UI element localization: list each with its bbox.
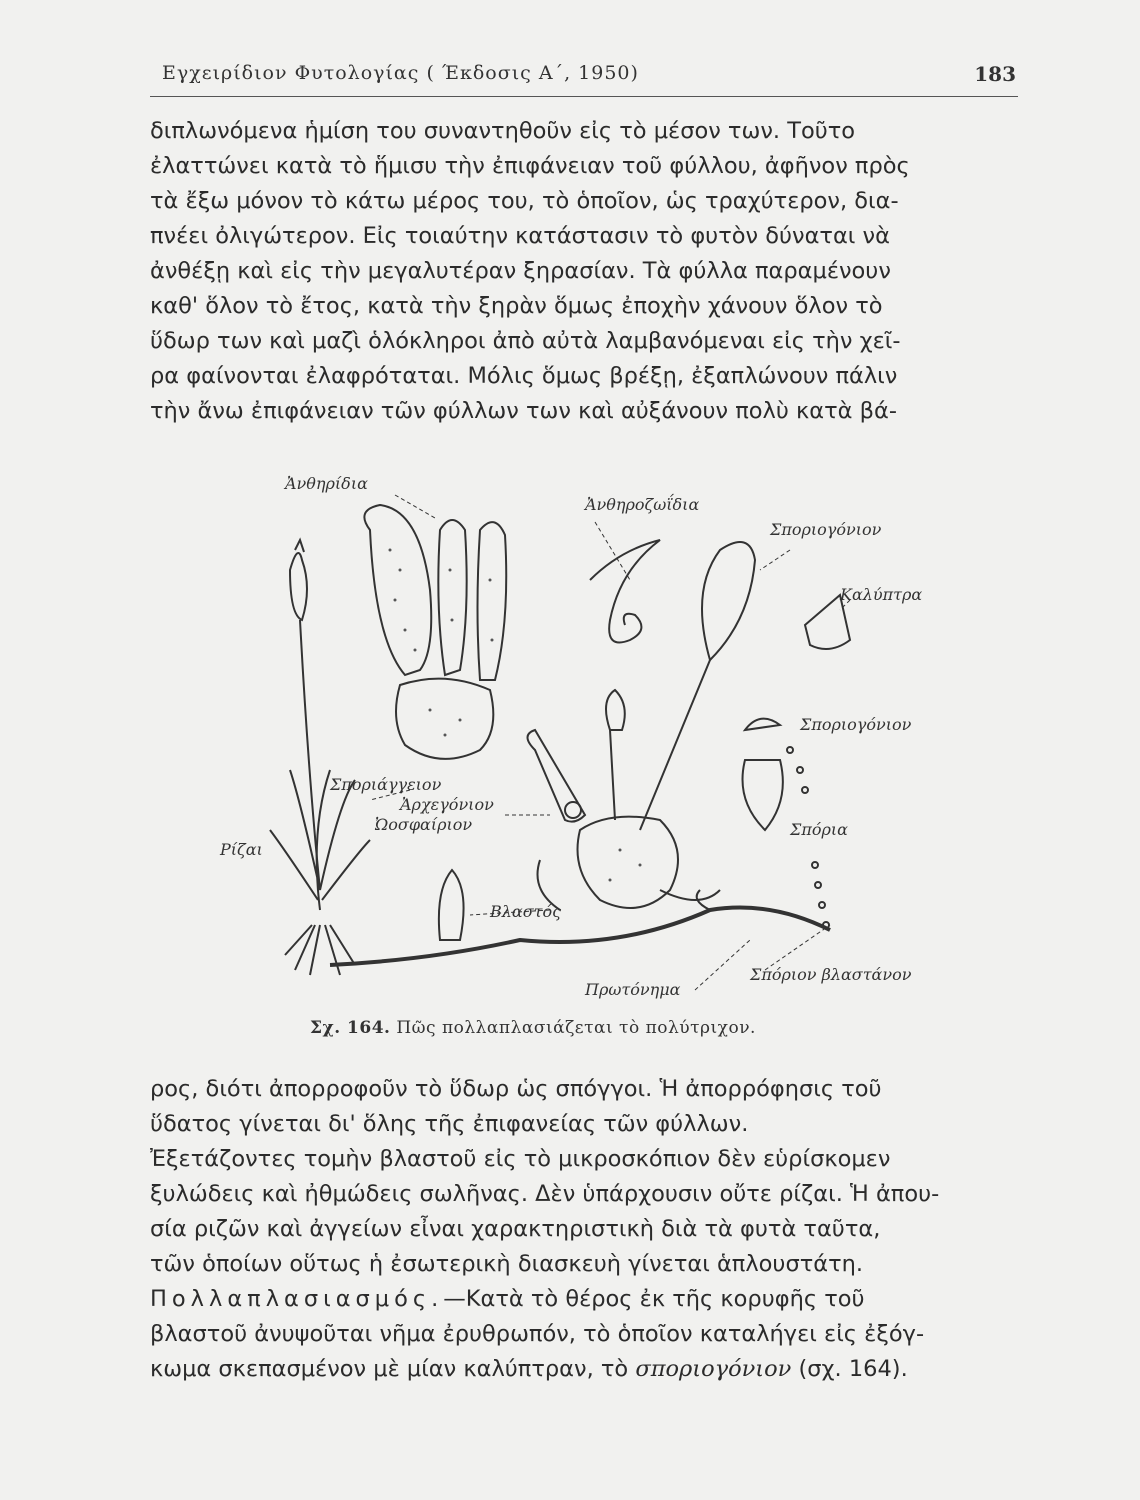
label-sporangeion: Σποριάγγειον — [330, 775, 442, 794]
moss-capsule — [290, 553, 307, 620]
paragraph-bottom — [150, 1072, 1018, 1387]
protonema-thread — [330, 908, 830, 966]
text-line: ρα φαίνονται ἐλαφρόταται. Μόλις ὅμως βρέξῃ, ἐξαπλώνουν πάλιν — [150, 363, 898, 389]
page-number: 183 — [974, 62, 1016, 86]
text-line: τὰ ἔξω μόνον τὸ κάτω μέρος του, τὸ ὁποῖον, ὡς τραχύτερον, δια- — [150, 188, 899, 214]
label-sporogonion-mid: Σποριογόνιον — [800, 715, 912, 734]
antheridium-3 — [478, 522, 507, 680]
egg-cell — [565, 802, 581, 818]
antheridium-1 — [364, 505, 431, 675]
text-line: πνέει ὀλιγώτερον. Εἰς τοιαύτην κατάστασιν τὸ φυτὸν δύναται νὰ — [150, 223, 890, 249]
label-antherozoidia: Ἀνθηροζωΐδια — [585, 495, 700, 514]
text-line: σία ριζῶν καὶ ἀγγείων εἶναι χαρακτηριστικὴ διὰ τὰ φυτὰ ταῦτα, — [150, 1216, 881, 1242]
capsule-opened — [743, 760, 783, 830]
archegonia-base — [578, 817, 679, 908]
text-line — [150, 1352, 1018, 1387]
text-line: Ἐξετάζοντες τομὴν βλαστοῦ εἰς τὸ μικροσκόπιον δὲν εὑρίσκομεν — [150, 1146, 891, 1172]
page-header — [150, 52, 1018, 97]
capsule-lid — [745, 719, 780, 730]
archegonium-top — [606, 690, 625, 820]
text-fragment: —Κατὰ τὸ θέρος ἐκ τῆς κορυφῆς τοῦ — [443, 1286, 865, 1312]
text-line: ρος, διότι ἀπορροφοῦν τὸ ὕδωρ ὡς σπόγγοι. Ἡ ἀπορρόφησις τοῦ — [150, 1076, 882, 1102]
text-line: ξυλώδεις καὶ ἠθμώδεις σωλῆνας. Δὲν ὑπάρχουσιν οὔτε ρίζαι. Ἡ ἀπου- — [150, 1181, 940, 1207]
italic-term: σποριογόνιον — [635, 1356, 792, 1382]
archegonium-neck — [528, 730, 586, 822]
text-fragment: (σχ. 164). — [791, 1356, 908, 1382]
label-rhizoids: Ρίζαι — [220, 840, 263, 859]
figure-drawing — [190, 470, 990, 1030]
young-seta — [640, 660, 710, 830]
text-line: ἀνθέξῃ καὶ εἰς τὴν μεγαλυτέραν ξηρασίαν. Τὰ φύλλα παραμένουν — [150, 258, 891, 284]
text-line: ὕδωρ των καὶ μαζὶ ὁλόκληροι ἀπὸ αὐτὰ λαμβανόμεναι εἰς τὴν χεῖ- — [150, 328, 901, 354]
label-oosphairion: Ὠοσφαίριον — [375, 815, 473, 834]
label-archegonion: Ἀρχεγόνιον — [400, 795, 494, 814]
paragraph-top — [150, 114, 1018, 429]
moss-rhizoids — [285, 925, 355, 975]
young-sporogonium — [702, 542, 755, 660]
label-blastos: Βλαστός — [490, 902, 562, 921]
label-sporogonion-top: Σποριογόνιον — [770, 520, 882, 539]
caption-number: Σχ. 164. — [310, 1018, 391, 1038]
young-shoot — [439, 870, 464, 940]
moss-life-cycle-figure — [190, 470, 990, 1030]
label-sporia: Σπόρια — [790, 820, 848, 839]
text-line: τὴν ἄνω ἐπιφάνειαν τῶν φύλλων των καὶ αὐξάνουν πολὺ κατὰ βά- — [150, 398, 897, 424]
antheridia-base — [396, 679, 493, 759]
spaced-heading: Πολλαπλασιασμός. — [150, 1286, 444, 1312]
text-line: διπλωνόμενα ἡμίση του συναντηθοῦν εἰς τὸ μέσον των. Τοῦτο — [150, 118, 856, 144]
text-line: βλαστοῦ ἀνυψοῦται νῆμα ἐρυθρωπόν, τὸ ὁποῖον καταλήγει εἰς ἐξόγ- — [150, 1321, 925, 1347]
caption-text: Πῶς πολλαπλασιάζεται τὸ πολύτριχον. — [396, 1018, 756, 1038]
text-line: ἐλαττώνει κατὰ τὸ ἥμισυ τὴν ἐπιφάνειαν τοῦ φύλλου, ἀφῆνον πρὸς — [150, 153, 910, 179]
label-protonema: Πρωτόνημα — [585, 980, 681, 999]
label-spore-germinating: Σπόριον βλαστάνον — [750, 965, 912, 984]
text-line: καθ' ὅλον τὸ ἔτος, κατὰ τὴν ξηρὰν ὅμως ἐποχὴν χάνουν ὅλον τὸ — [150, 293, 883, 319]
figure-caption — [310, 1018, 1010, 1038]
antherozoid — [590, 540, 660, 643]
text-fragment: κωμα σκεπασμένον μὲ μίαν καλύπτραν, τὸ — [150, 1356, 636, 1382]
label-antheridia: Ἀνθηρίδια — [285, 474, 368, 493]
text-line: τῶν ὁποίων οὕτως ἡ ἐσωτερικὴ διασκευὴ γίνεται ἁπλουστάτη. — [150, 1251, 864, 1277]
running-title: Εγχειρίδιον Φυτολογίας ( Έκδοσις Α΄, 1950) — [162, 62, 639, 84]
text-line: ὕδατος γίνεται δι' ὅλης τῆς ἐπιφανείας τῶν φύλλων. — [150, 1111, 749, 1137]
label-kalyptra: Καλύπτρα — [840, 585, 923, 604]
antheridium-2 — [438, 520, 466, 675]
text-line — [150, 1282, 1018, 1317]
